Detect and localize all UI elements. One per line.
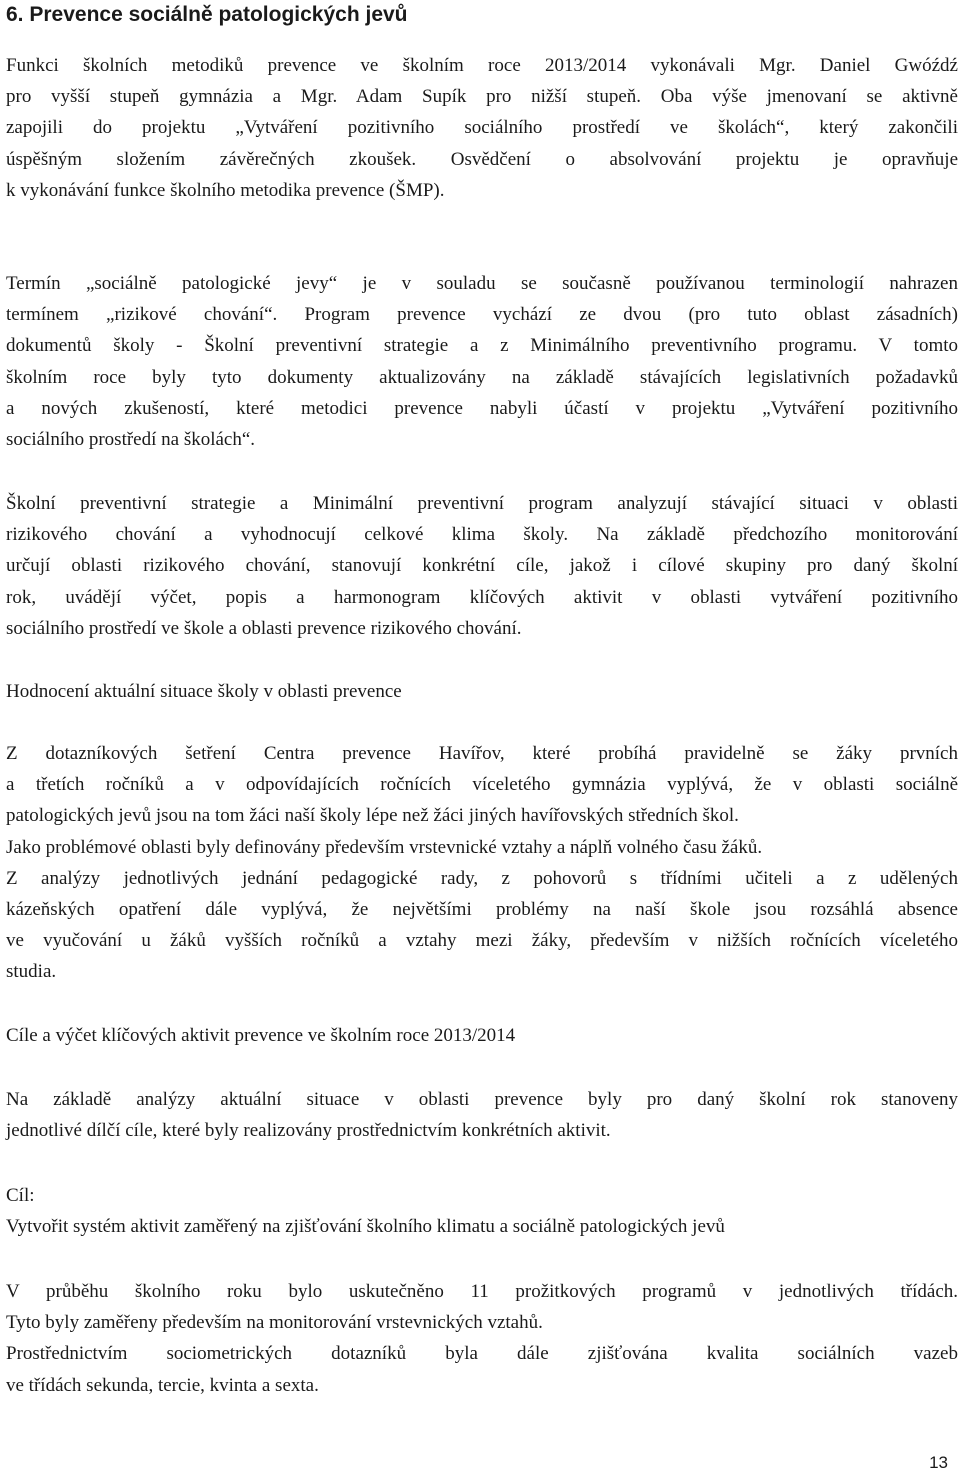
- subheading-hodnoceni: [6, 676, 958, 707]
- text-line: kázeňských opatření dále vyplývá, že největšími problémy na naší škole jsou rozsáhlá absence: [6, 899, 958, 921]
- paragraph-dotazniky: [6, 738, 958, 988]
- text-line: rok, uvádějí výčet, popis a harmonogram klíčových aktivit v oblasti vytváření pozitivního: [6, 586, 958, 608]
- text-line: studia.: [6, 961, 57, 983]
- text-line: a nových zkušeností, které metodici prevence nabyli účastí v projektu „Vytváření pozitivního: [6, 397, 958, 419]
- section-heading: 6. Prevence sociálně patologických jevů: [6, 3, 408, 26]
- text-line: pro vyšší stupeň gymnázia a Mgr. Adam Supík pro nižší stupeň. Oba výše jmenovaní se aktivně: [6, 86, 958, 108]
- text-line: školním roce byly tyto dokumenty aktualizovány na základě stávajících legislativních požadavků: [6, 366, 958, 388]
- text-line: sociálního prostředí ve škole a oblasti prevence rizikového chování.: [6, 617, 522, 639]
- text-line: určují oblasti rizikového chování, stanovují konkrétní cíle, jakož i cílové skupiny pro daný školní: [6, 555, 958, 577]
- text-line: patologických jevů jsou na tom žáci naší školy lépe než žáci jiných havířovských středních škol.: [6, 805, 739, 827]
- paragraph-metodici: [6, 50, 958, 206]
- text-line: a třetích ročníků a v odpovídajících ročnících víceletého gymnázia vyplývá, že v oblasti sociálně: [6, 774, 958, 796]
- paragraph-analyza: [6, 1084, 958, 1146]
- text-line: termínem „rizikové chování“. Program prevence vychází ze dvou (pro tuto oblast zásadních): [6, 304, 958, 326]
- text-line: Školní preventivní strategie a Minimální preventivní program analyzují stávající situaci v oblasti: [6, 493, 958, 514]
- text-line: Termín „sociálně patologické jevy“ je v souladu se současně používanou terminologií nahrazen: [6, 273, 958, 294]
- text-line: jednotlivé dílčí cíle, které byly realizovány prostřednictvím konkrétních aktivit.: [6, 1120, 611, 1142]
- page-number: 13: [929, 1453, 948, 1472]
- text-line: dokumentů školy - Školní preventivní strategie a z Minimálního preventivního programu. V tomto: [6, 335, 958, 357]
- text-line: Z dotazníkových šetření Centra prevence Havířov, které probíhá pravidelně se žáky prvních: [6, 743, 958, 764]
- text-line: sociálního prostředí na školách“.: [6, 429, 256, 451]
- text-line: Funkci školních metodiků prevence ve školním roce 2013/2014 vykonávali Mgr. Daniel Gwóźdź: [6, 55, 958, 76]
- text-line: zapojili do projektu „Vytváření pozitivního sociálního prostředí ve školách“, který zakončili: [6, 117, 958, 139]
- text-line: Vytvořit systém aktivit zaměřený na zjišťování školního klimatu a sociálně patologických jevů: [6, 1216, 725, 1238]
- text-line: k vykonávání funkce školního metodika prevence (ŠMP).: [6, 179, 445, 201]
- text-line: Na základě analýzy aktuální situace v oblasti prevence byly pro daný školní rok stanoveny: [6, 1089, 958, 1110]
- text-line: Hodnocení aktuální situace školy v oblasti prevence: [6, 681, 402, 702]
- text-line: Jako problémové oblasti byly definovány především vrstevnické vztahy a náplň volného času žáků.: [6, 836, 763, 858]
- paragraph-terminologie: [6, 268, 958, 455]
- paragraph-cil: [6, 1180, 958, 1242]
- text-line: ve třídách sekunda, tercie, kvinta a sexta.: [6, 1374, 319, 1396]
- text-line: Cíle a výčet klíčových aktivit prevence ve školním roce 2013/2014: [6, 1025, 516, 1046]
- text-line: Z analýzy jednotlivých jednání pedagogické rady, z pohovorů s třídními učiteli a z udělených: [6, 867, 958, 889]
- text-line: Tyto byly zaměřeny především na monitorování vrstevnických vztahů.: [6, 1312, 543, 1334]
- text-line: rizikového chování a vyhodnocují celkové klima školy. Na základě předchozího monitorování: [6, 524, 958, 546]
- subheading-cile: [6, 1020, 958, 1051]
- paragraph-strategie: [6, 488, 958, 644]
- text-line: ve vyučování u žáků vyšších ročníků a vztahy mezi žáky, především v nižších ročnících víceletého: [6, 930, 958, 952]
- paragraph-programy: [6, 1276, 958, 1401]
- text-line: Cíl:: [6, 1185, 35, 1206]
- text-line: úspěšným složením závěrečných zkoušek. Osvědčení o absolvování projektu je opravňuje: [6, 148, 958, 170]
- text-line: V průběhu školního roku bylo uskutečněno 11 prožitkových programů v jednotlivých třídách.: [6, 1281, 958, 1302]
- text-line: Prostřednictvím sociometrických dotazníků byla dále zjišťována kvalita sociálních vazeb: [6, 1343, 958, 1365]
